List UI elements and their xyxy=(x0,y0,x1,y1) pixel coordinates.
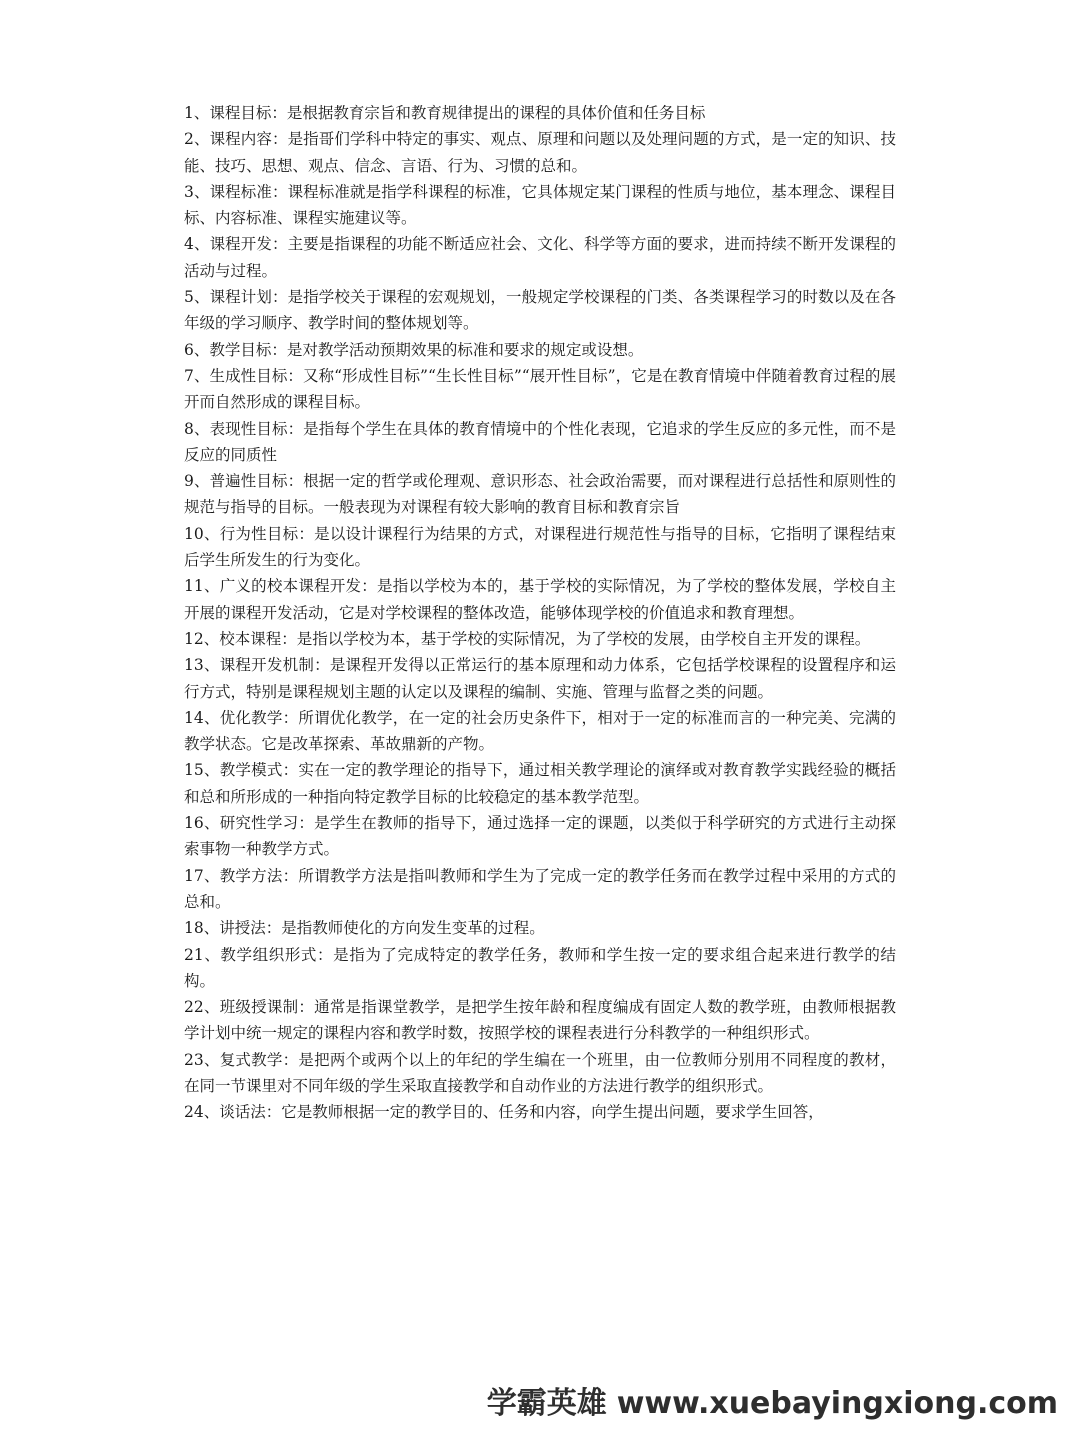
entry-9: 9、普遍性目标：根据一定的哲学或伦理观、意识形态、社会政治需要，而对课程进行总括性和原则性的规范与指导的目标。一般表现为对课程有较大影响的教育目标和教育宗旨 xyxy=(184,472,896,517)
entry-22: 22、班级授课制：通常是指课堂教学，是把学生按年龄和程度编成有固定人数的教学班，由教师根据教学计划中统一规定的课程内容和教学时数，按照学校的课程表进行分科教学的一种组织形式。 xyxy=(184,998,896,1043)
entry-12: 12、校本课程：是指以学校为本，基于学校的实际情况，为了学校的发展，由学校自主开发的课程。 xyxy=(184,629,871,648)
entry-5: 5、课程计划：是指学校关于课程的宏观规划，一般规定学校课程的门类、各类课程学习的时数以及在各年级的学习顺序、教学时间的整体规划等。 xyxy=(184,288,896,333)
entry-24: 24、谈话法：它是教师根据一定的教学目的、任务和内容，向学生提出问题，要求学生回答， xyxy=(184,1103,824,1122)
entry-10: 10、行为性目标：是以设计课程行为结果的方式，对课程进行规范性与指导的目标，它指明了课程结束后学生所发生的行为变化。 xyxy=(184,524,896,570)
entry-18: 18、讲授法：是指教师使化的方向发生变革的过程。 xyxy=(184,919,545,938)
entry-23: 23、复式教学：是把两个或两个以上的年纪的学生编在一个班里，由一位教师分别用不同程度的教材，在同一节课里对不同年级的学生采取直接教学和自动作业的方法进行教学的组织形式。 xyxy=(184,1050,896,1095)
entry-14: 14、优化教学：所谓优化教学，在一定的社会历史条件下，相对于一定的标准而言的一种完美、完满的教学状态。它是改革探索、革故鼎新的产物。 xyxy=(184,708,896,754)
entry-3: 3、课程标准：课程标准就是指学科课程的标准，它具体规定某门课程的性质与地位，基本理念、课程目标、内容标准、课程实施建议等。 xyxy=(184,182,896,228)
entry-16: 16、研究性学习：是学生在教师的指导下，通过选择一定的课题，以类似于科学研究的方式进行主动探索事物一种教学方式。 xyxy=(184,814,896,859)
entry-1: 1、课程目标：是根据教育宗旨和教育规律提出的课程的具体价值和任务目标 xyxy=(184,104,706,122)
entry-4: 4、课程开发：主要是指课程的功能不断适应社会、文化、科学等方面的要求，进而持续不断开发课程的活动与过程。 xyxy=(184,235,896,280)
entry-7: 7、生成性目标：又称“形成性目标”“生长性目标”“展开性目标”，它是在教育情境中伴随着教育过程的展开而自然形成的课程目标。 xyxy=(184,366,896,412)
entry-15: 15、教学模式：实在一定的教学理论的指导下，通过相关教学理论的演绎或对教育教学实践经验的概括和总和所形成的一种指向特定教学目标的比较稳定的基本教学范型。 xyxy=(184,761,896,806)
footer-watermark xyxy=(487,1378,1058,1422)
entry-17: 17、教学方法：所谓教学方法是指叫教师和学生为了完成一定的教学任务而在教学过程中采用的方式的总和。 xyxy=(184,866,896,911)
entry-6: 6、教学目标：是对教学活动预期效果的标准和要求的规定或设想。 xyxy=(184,340,644,359)
entry-11: 11、广义的校本课程开发：是指以学校为本的，基于学校的实际情况，为了学校的整体发展，学校自主开展的课程开发活动，它是对学校课程的整体改造，能够体现学校的价值追求和教育理想。 xyxy=(184,577,896,622)
footer-brand-name: 学霸英雄 xyxy=(486,1386,607,1421)
entry-2: 2、课程内容：是指哥们学科中特定的事实、观点、原理和问题以及处理问题的方式，是一定的知识、技能、技巧、思想、观点、信念、言语、行为、习惯的总和。 xyxy=(184,130,896,175)
entry-13: 13、课程开发机制：是课程开发得以正常运行的基本原理和动力体系，它包括学校课程的设置程序和运行方式，特别是课程规划主题的认定以及课程的编制、实施、管理与监督之类的问题。 xyxy=(184,656,896,701)
entry-21: 21、教学组织形式：是指为了完成特定的教学任务，教师和学生按一定的要求组合起来进行教学的结构。 xyxy=(184,945,896,990)
footer-brand-url: www.xuebayingxiong.com xyxy=(616,1386,1058,1421)
document-page xyxy=(184,100,896,1300)
entry-8: 8、表现性目标：是指每个学生在具体的教育情境中的个性化表现，它追求的学生反应的多元性，而不是反应的同质性 xyxy=(184,419,896,464)
